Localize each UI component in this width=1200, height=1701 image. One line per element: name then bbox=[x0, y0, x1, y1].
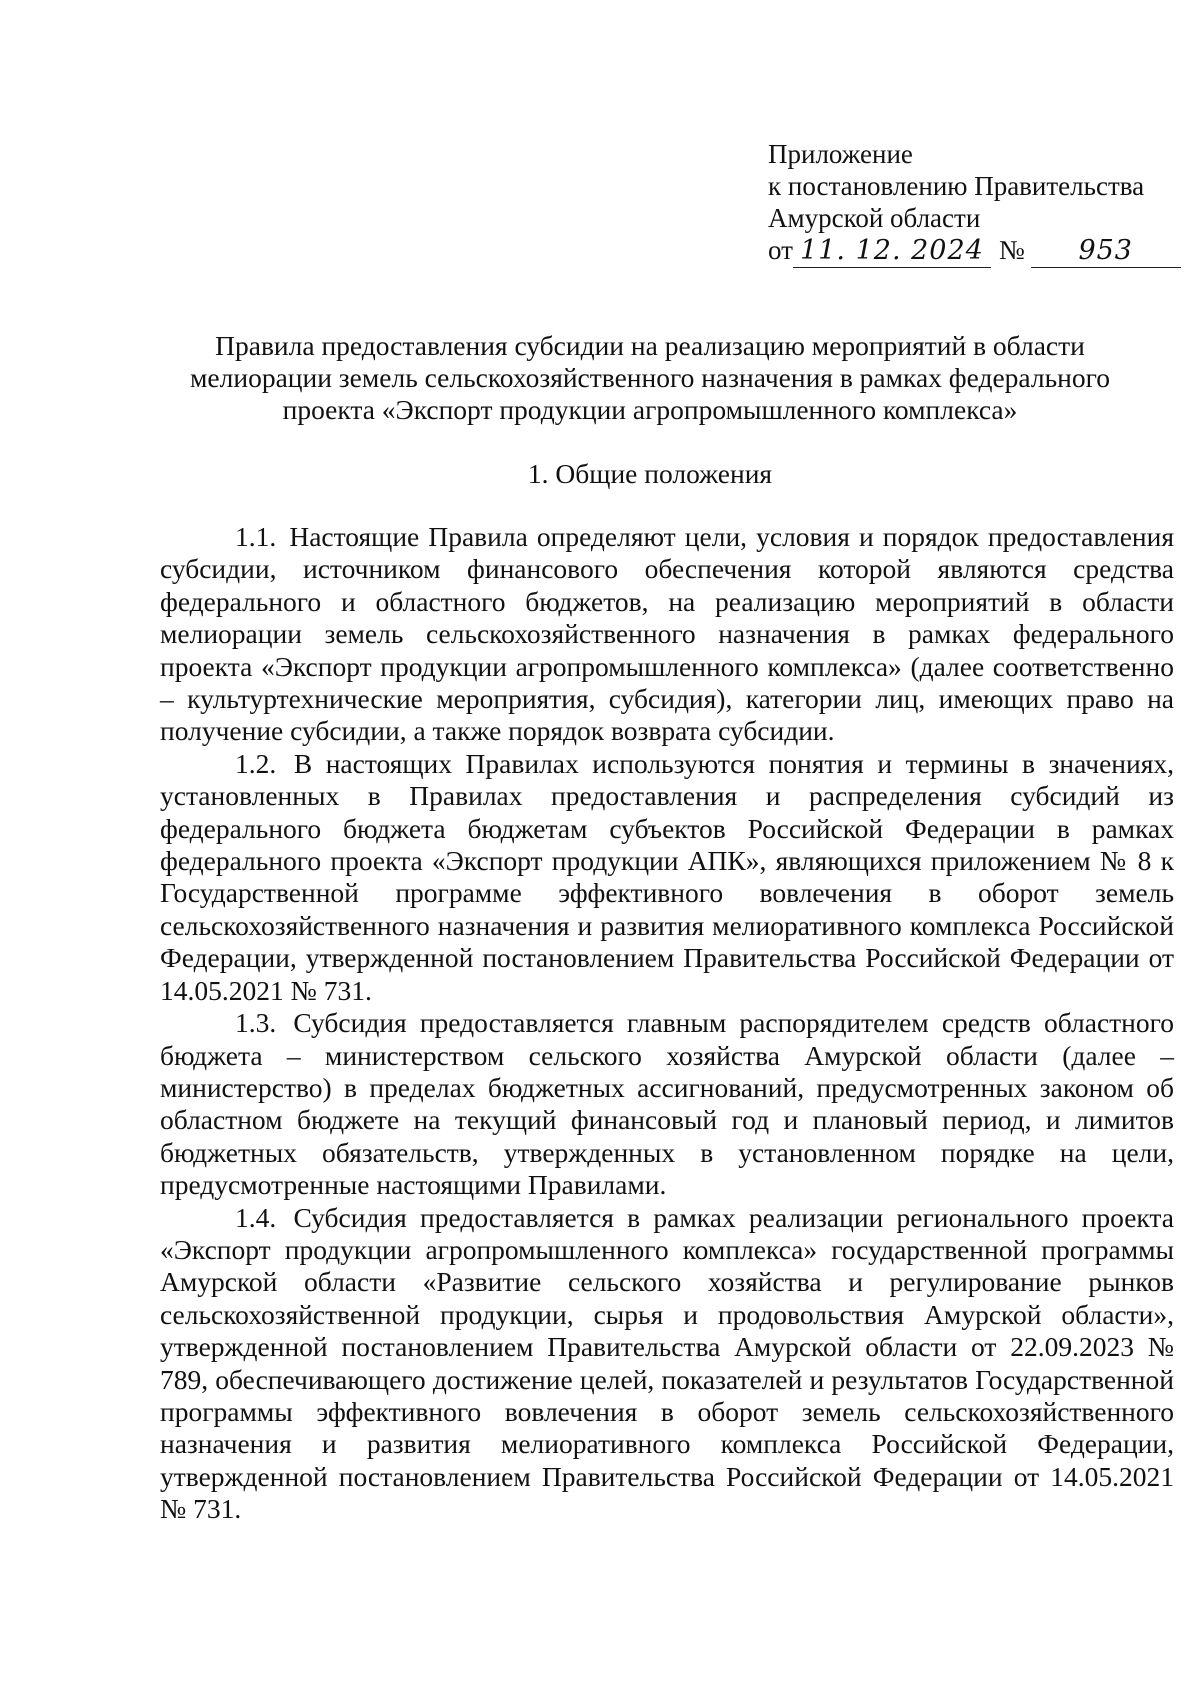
appendix-region: Амурской области bbox=[768, 203, 981, 233]
paragraph-1-3 bbox=[160, 1007, 1174, 1201]
number-sign: № bbox=[998, 235, 1025, 265]
paragraph-1-1 bbox=[160, 521, 1174, 748]
appendix-reference: к постановлению Правительства bbox=[768, 171, 1145, 201]
paragraph-number: 1.1. bbox=[235, 521, 277, 552]
paragraph-number: 1.4. bbox=[235, 1201, 277, 1233]
paragraph-1-2 bbox=[160, 748, 1174, 1007]
body-text bbox=[160, 521, 1174, 1526]
document-title bbox=[150, 330, 1150, 426]
appendix-date-number-line bbox=[768, 234, 1188, 268]
handwritten-number: 953 bbox=[1031, 235, 1181, 268]
date-prefix: от bbox=[768, 235, 793, 265]
paragraph-number: 1.2. bbox=[235, 747, 277, 779]
paragraph-text: Субсидия предоставляется в рамках реализации регионального проекта «Экспорт продукции агропромышленного комплекса» государственной программы Амурской области «Развитие сельского хозяйства и регулирование рынков сельскохозяйственной продукции, сырья и продовольствия Амурской области», утвержденной постановлением Правительства Амурской области от 22.09.2023 № 789, обеспечивающего достижение целей, показателей и результатов Государственной программы эффективного вовлечения в оборот земель сельскохозяйственного назначения и развития мелиоративного комплекса Российской Федерации, утвержденной постановлением Правительства Российской Федерации от 14.05.2021 № 731. bbox=[160, 1201, 1174, 1525]
handwritten-date: 11. 12. 2024 bbox=[793, 235, 991, 268]
title-line-1: Правила предоставления субсидии на реализацию мероприятий в области bbox=[215, 330, 1085, 361]
section-heading: 1. Общие положения bbox=[527, 458, 773, 489]
paragraph-number: 1.3. bbox=[235, 1007, 277, 1039]
title-line-2: мелиорации земель сельскохозяйственного назначения в рамках федерального bbox=[190, 362, 1110, 393]
paragraph-text: Настоящие Правила определяют цели, условия и порядок предоставления субсидии, источником финансового обеспечения которой являются средства федерального и областного бюджетов, на реализацию мероприятий в области мелиорации земель сельскохозяйственного назначения в рамках федерального проекта «Экспорт продукции агропромышленного комплекса» (далее соответственно – культуртехнические мероприятия, субсидия), категории лиц, имеющих право на получение субсидии, а также порядок возврата субсидии. bbox=[160, 521, 1174, 747]
appendix-label: Приложение bbox=[768, 139, 913, 169]
paragraph-text: В настоящих Правилах используются понятия и термины в значениях, установленных в Правилах предоставления и распределения субсидий из федерального бюджета бюджетам субъектов Российской Федерации в рамках федерального проекта «Экспорт продукции АПК», являющихся приложением № 8 к Государственной программе эффективного вовлечения в оборот земель сельскохозяйственного назначения и развития мелиоративного комплекса Российской Федерации, утвержденной постановлением Правительства Российской Федерации от 14.05.2021 № 731. bbox=[160, 747, 1175, 1006]
paragraph-1-4 bbox=[160, 1202, 1174, 1526]
paragraph-text: Субсидия предоставляется главным распорядителем средств областного бюджета – министерством сельского хозяйства Амурской области (далее – министерство) в пределах бюджетных ассигнований, предусмотренных законом об областном бюджете на текущий финансовый год и плановый период, и лимитов бюджетных обязательств, утвержденных в установленном порядке на цели, предусмотренные настоящими Правилами. bbox=[160, 1007, 1174, 1201]
appendix-block bbox=[768, 138, 1188, 268]
title-line-3: проекта «Экспорт продукции агропромышленного комплекса» bbox=[282, 394, 1018, 425]
